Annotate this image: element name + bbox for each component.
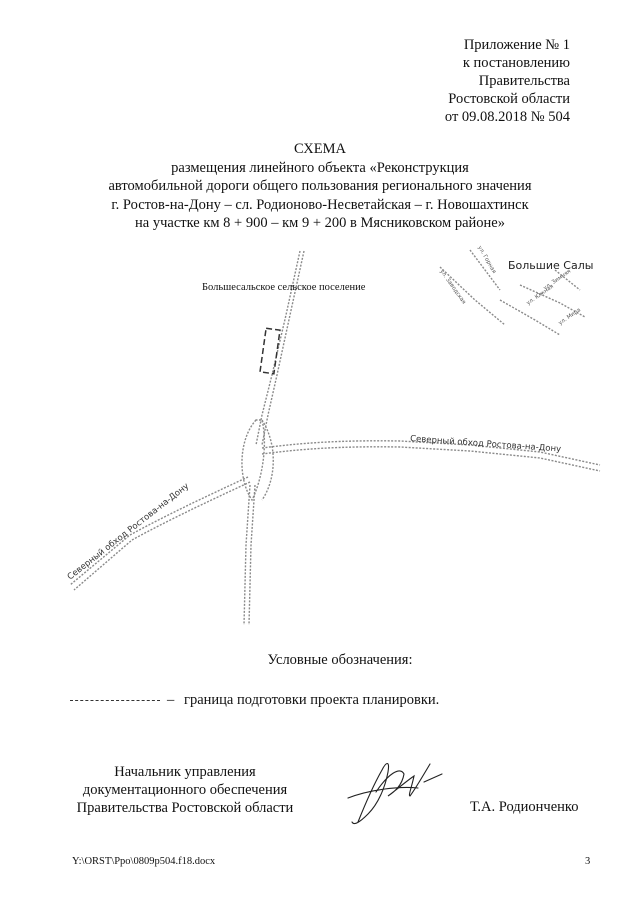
signatory-title-line: Правительства Ростовской области <box>76 800 294 816</box>
page-number: 3 <box>585 856 591 867</box>
legend-separator: – <box>167 692 175 708</box>
dashed-line-symbol <box>70 700 160 701</box>
footer-file-path: Y:\ORST\Ppo\0809p504.f18.docx <box>72 856 216 867</box>
title-line: размещения линейного объекта «Реконструкция <box>171 159 469 176</box>
street-label: ул. Южная <box>525 283 555 307</box>
signatory-name: Т.А. Родионченко <box>470 799 579 815</box>
appendix-line: от 09.08.2018 № 504 <box>444 109 570 125</box>
legend-boundary-text: граница подготовки проекта планировки. <box>184 692 440 708</box>
title-line: на участке км 8 + 900 – км 9 + 200 в Мясниковском районе» <box>135 215 505 231</box>
street-label: ул. Зимняя <box>542 268 573 292</box>
appendix-line: Правительства <box>478 73 570 89</box>
appendix-line: к постановлению <box>462 55 570 71</box>
handwritten-signature <box>338 752 448 832</box>
appendix-line: Приложение № 1 <box>463 37 570 53</box>
title-line: г. Ростов-на-Дону – сл. Родионово-Несветайская – г. Новошахтинск <box>111 196 529 213</box>
street-label: ул. Мира <box>557 307 582 327</box>
settlement-label: Большесальское сельское поселение <box>202 282 366 293</box>
appendix-header <box>380 36 570 126</box>
street-line <box>440 267 505 325</box>
legend-title: Условные обозначения: <box>267 652 413 668</box>
signatory-title-line: Начальник управления <box>114 764 256 780</box>
interchange-loop <box>242 420 264 500</box>
road-label-west: Северный обход Ростова-на-Дону <box>65 481 192 583</box>
road-label-east: Северный обход Ростова-на-Дону <box>409 434 562 455</box>
appendix-line: Ростовской области <box>448 91 570 107</box>
street-label: ул. Горная <box>476 245 497 275</box>
main-road-south-2 <box>249 485 255 625</box>
town-label: Большие Салы <box>508 259 594 272</box>
bypass-west <box>70 477 248 585</box>
document-title <box>60 140 580 233</box>
signatory-title <box>40 763 330 817</box>
scheme-map <box>0 245 640 635</box>
title-line: автомобильной дороги общего пользования регионального значения <box>108 178 532 194</box>
signatory-title-line: документационного обеспечения <box>82 782 288 798</box>
title-heading: СХЕМА <box>294 141 346 157</box>
main-road-north-2 <box>262 251 304 445</box>
street-label: ул. Заводская <box>438 268 467 306</box>
